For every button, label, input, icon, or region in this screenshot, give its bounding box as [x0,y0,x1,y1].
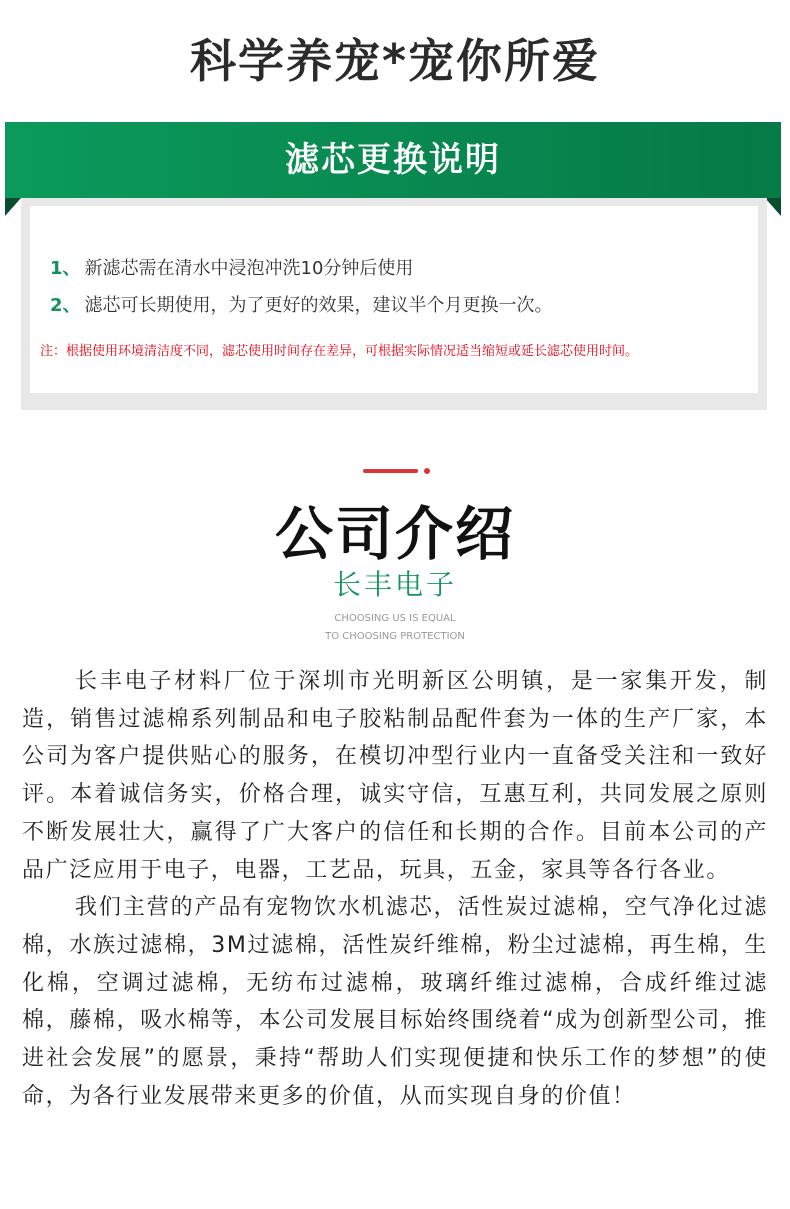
company-name: 长丰电子 [332,568,457,601]
company-description [22,663,768,1115]
slogan-heading: 科学养宠*宠你所爱 [189,34,601,88]
instruction-item [50,257,413,281]
instruction-item [50,294,553,318]
tagline-line-2: TO CHOOSING PROTECTION [325,631,465,642]
item-number: 2、 [50,295,81,316]
item-number: 1、 [50,258,81,279]
description-paragraph: 长丰电子材料厂位于深圳市光明新区公明镇，是一家集开发，制造，销售过滤棉系列制品和电子胶粘制品配件套为一体的生产厂家，本公司为客户提供贴心的服务，在模切冲型行业内一直备受关注和一致好评。本着诚信务实，价格合理，诚实守信，互惠互利，共同发展之原则不断发展壮大，赢得了广大客户的信任和长期的合作。目前本公司的产品广泛应用于电子，电器，工艺品，玩具，五金，家具等各行各业。 [22,669,768,883]
item-text: 滤芯可长期使用，为了更好的效果，建议半个月更换一次。 [84,295,553,316]
usage-note: 注：根据使用环境清洁度不同，滤芯使用时间存在差异，可根据实际情况适当缩短或延长滤芯使用时间。 [40,344,639,359]
company-section-title: 公司介绍 [274,500,515,568]
item-text: 新滤芯需在清水中浸泡冲洗10分钟后使用 [84,258,414,279]
decorative-line [363,469,418,473]
filter-section-banner: 滤芯更换说明 [5,122,781,198]
filter-instructions-card [21,198,767,410]
description-paragraph: 我们主营的产品有宠物饮水机滤芯，活性炭过滤棉，空气净化过滤棉，水族过滤棉，3M过滤棉，活性炭纤维棉，粉尘过滤棉，再生棉，生化棉，空调过滤棉，无纺布过滤棉，玻璃纤维过滤棉，合成纤维过滤棉，藤棉，吸水棉等，本公司发展目标始终围绕着“成为创新型公司，推进社会发展”的愿景，秉持“帮助人们实现便捷和快乐工作的梦想”的使命，为各行业发展带来更多的价值，从而实现自身的价值！ [22,895,768,1109]
banner-fold-left [5,198,21,216]
tagline-line-1: CHOOSING US IS EQUAL [334,613,456,624]
decorative-dot [424,468,430,474]
banner-fold-right [765,198,781,216]
